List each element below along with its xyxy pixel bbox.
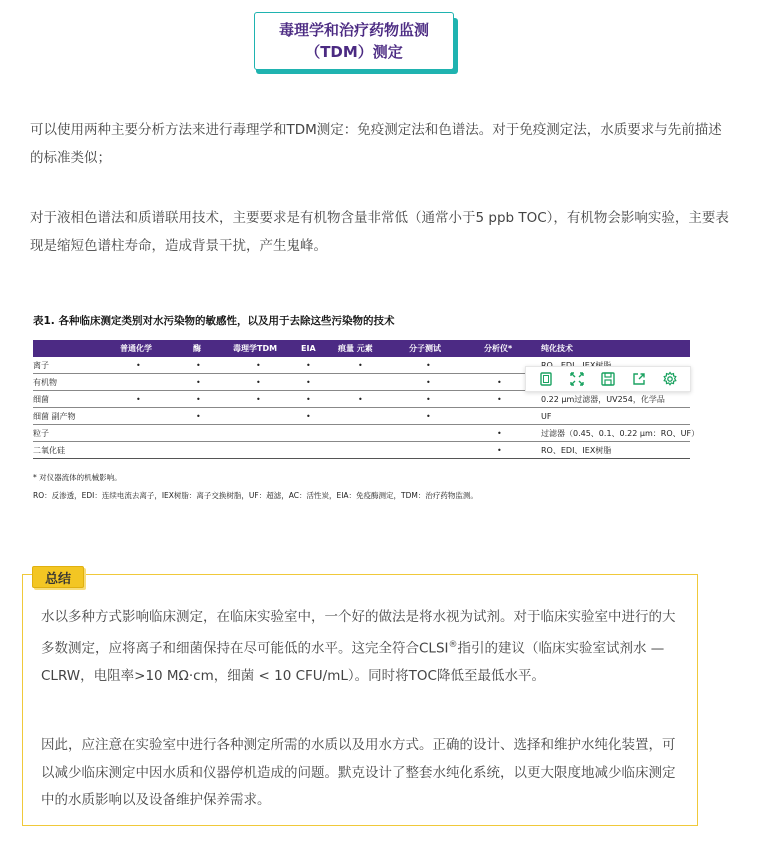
lc-ms-paragraph: 对于液相色谱法和质谱联用技术，主要要求是有机物含量非常低（通常小于5 ppb TOC），有机物会影响实验，主要表现是缩短色谱柱寿命，造成背景干扰，产生鬼峰。 <box>30 210 729 254</box>
cell-dot: • <box>256 378 261 387</box>
title-card <box>254 12 458 74</box>
save-icon[interactable] <box>597 368 619 390</box>
cell-dot: • <box>136 361 141 370</box>
col-general-chem: 普通化学 <box>120 344 152 353</box>
cell-dot: • <box>306 378 311 387</box>
contaminant-table <box>33 312 700 512</box>
cell-dot: • <box>426 378 431 387</box>
cell-dot: • <box>426 395 431 404</box>
row-label: 细菌 <box>33 395 49 404</box>
intro-paragraph: 可以使用两种主要分析方法来进行毒理学和TDM测定：免疫测定法和色谱法。对于免疫测定法，水质要求与先前描述的标准类似； <box>30 122 722 166</box>
col-analyzer: 分析仪* <box>484 344 513 353</box>
purification-text: 0.22 μm过滤器，UV254，化学品 <box>541 395 665 404</box>
row-label: 有机物 <box>33 378 57 387</box>
table-footnote-abbrev: RO：反渗透，EDI：连续电流去离子，IEX树脂：离子交换树脂，UF：超滤，AC：活性炭，EIA：免疫酶测定，TDM：治疗药物监测。 <box>33 491 478 500</box>
purification-text: UF <box>541 412 552 421</box>
col-purification: 纯化技术 <box>541 344 573 353</box>
cell-dot: • <box>196 361 201 370</box>
cell-dot: • <box>306 395 311 404</box>
cell-dot: • <box>426 361 431 370</box>
col-eia: EIA <box>301 344 316 353</box>
cell-dot: • <box>426 412 431 421</box>
row-label: 离子 <box>33 361 49 370</box>
table-footnote-analyzer: * 对仪器流体的机械影响。 <box>33 473 122 482</box>
table-caption: 表1. 各种临床测定类别对水污染物的敏感性，以及用于去除这些污染物的技术 <box>33 315 395 327</box>
row-label: 粒子 <box>33 429 49 438</box>
cell-dot: • <box>306 412 311 421</box>
col-trace: 痕量 元素 <box>338 344 373 353</box>
summary-p1-text: 水以多种方式影响临床测定，在临床实验室中，一个好的做法是将水视为试剂。对于临床实验室中进行的大多数测定，应将离子和细菌保持在尽可能低的水平。这完全符合CLSI <box>41 609 676 656</box>
registered-mark: ® <box>448 639 458 650</box>
copy-icon[interactable] <box>535 368 557 390</box>
cell-dot: • <box>136 395 141 404</box>
cell-dot: • <box>497 395 502 404</box>
table-row <box>33 425 700 442</box>
summary-paragraph-2: 因此，应注意在实验室中进行各种测定所需的水质以及用水方式。正确的设计、选择和维护水纯化装置，可以减少临床测定中因水质和仪器停机造成的问题。默克设计了整套水纯化系统，以更大限度地减少临床测定中的水质影响以及设备维护保养需求。 <box>41 737 676 808</box>
purification-text: 过滤器（0.45、0.1、0.22 μm：RO、UF） <box>541 429 700 438</box>
section-title-line1: 毒理学和治疗药物监测 <box>278 21 429 39</box>
share-icon[interactable] <box>628 368 650 390</box>
settings-icon[interactable] <box>659 368 681 390</box>
col-molecular: 分子测试 <box>409 344 441 353</box>
row-label: 二氧化硅 <box>33 446 65 455</box>
cell-dot: • <box>358 361 363 370</box>
table-header-row <box>33 340 690 357</box>
cell-dot: • <box>256 361 261 370</box>
summary-paragraph-1 <box>41 604 681 690</box>
cell-dot: • <box>196 395 201 404</box>
cell-dot: • <box>497 446 502 455</box>
cell-dot: • <box>196 378 201 387</box>
cell-dot: • <box>256 395 261 404</box>
cell-dot: • <box>358 395 363 404</box>
table-row <box>33 391 690 408</box>
purification-text: RO、EDI、IEX树脂 <box>541 446 612 455</box>
title-card-box <box>254 12 454 70</box>
table-row <box>33 408 690 425</box>
summary-tab: 总结 <box>32 566 84 588</box>
image-toolbar <box>525 366 691 392</box>
fullscreen-icon[interactable] <box>566 368 588 390</box>
section-title-line2: （TDM）测定 <box>305 43 403 61</box>
table-row <box>33 442 690 459</box>
row-label: 细菌 副产物 <box>33 412 76 421</box>
cell-dot: • <box>497 429 502 438</box>
cell-dot: • <box>497 378 502 387</box>
summary-p1-text-rest: 指引的建议（临床实验室试剂水 — CLRW，电阻率>10 MΩ·cm，细菌 < 10 CFU/mL）。同时将TOC降低至最低水平。 <box>41 640 665 684</box>
col-tox-tdm: 毒理学TDM <box>233 344 278 353</box>
cell-dot: • <box>196 412 201 421</box>
cell-dot: • <box>306 361 311 370</box>
col-enzyme: 酶 <box>193 344 201 353</box>
